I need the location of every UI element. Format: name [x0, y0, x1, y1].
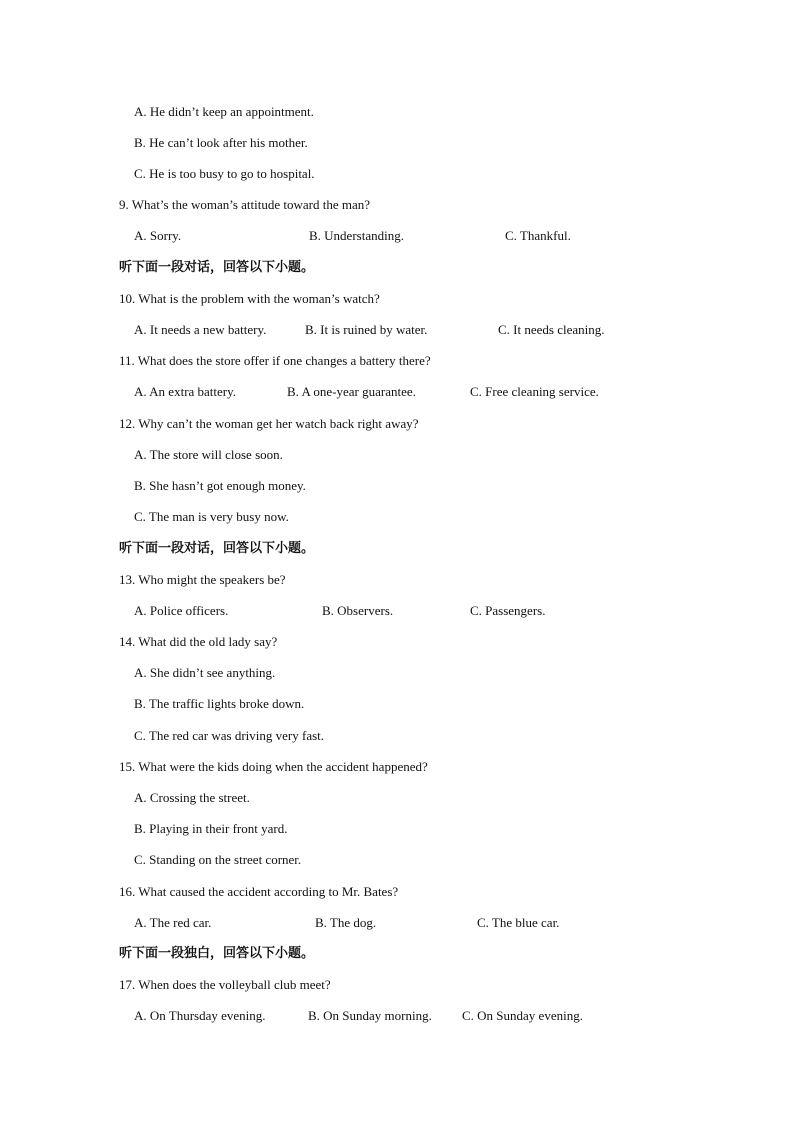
q14-question: 14. What did the old lady say? [119, 634, 278, 649]
q14-option-c: C. The red car was driving very fast. [134, 728, 325, 743]
q13-option-c: C. Passengers. [470, 603, 546, 618]
q12-option-a: A. The store will close soon. [134, 447, 283, 462]
q11-question: 11. What does the store offer if one changes a battery there? [119, 353, 431, 368]
section-heading-1: 听下面一段对话，回答以下小题。 [119, 260, 315, 275]
q16-question: 16. What caused the accident according to Mr. Bates? [119, 884, 399, 899]
q11-option-a: A. An extra battery. [134, 384, 237, 399]
q12-option-b: B. She hasn’t got enough money. [134, 478, 306, 493]
q15-question: 15. What were the kids doing when the accident happened? [119, 759, 428, 774]
q10-question: 10. What is the problem with the woman’s watch? [119, 291, 380, 306]
q15-option-a: A. Crossing the street. [134, 790, 250, 805]
q16-option-c: C. The blue car. [477, 915, 560, 930]
q11-option-c: C. Free cleaning service. [470, 384, 599, 399]
q15-option-b: B. Playing in their front yard. [134, 821, 288, 836]
q13-question: 13. Who might the speakers be? [119, 572, 286, 587]
q12-question: 12. Why can’t the woman get her watch back right away? [119, 416, 419, 431]
q16-option-a: A. The red car. [134, 915, 212, 930]
q14-option-b: B. The traffic lights broke down. [134, 696, 305, 711]
section-heading-2: 听下面一段对话，回答以下小题。 [119, 541, 315, 556]
section-heading-3: 听下面一段独白，回答以下小题。 [119, 946, 315, 961]
q9-question: 9. What’s the woman’s attitude toward the man? [119, 197, 371, 212]
q9-option-c: C. Thankful. [505, 228, 571, 243]
q12-option-c: C. The man is very busy now. [134, 509, 289, 524]
q9-option-b: B. Understanding. [309, 228, 404, 243]
q10-option-c: C. It needs cleaning. [498, 322, 605, 337]
q14-option-a: A. She didn’t see anything. [134, 665, 276, 680]
q8-option-b: B. He can’t look after his mother. [134, 135, 308, 150]
q13-option-b: B. Observers. [322, 603, 394, 618]
q10-option-b: B. It is ruined by water. [305, 322, 428, 337]
q17-question: 17. When does the volleyball club meet? [119, 977, 331, 992]
q17-option-b: B. On Sunday morning. [308, 1008, 432, 1023]
q13-option-a: A. Police officers. [134, 603, 229, 618]
q8-option-c: C. He is too busy to go to hospital. [134, 166, 315, 181]
q17-option-c: C. On Sunday evening. [462, 1008, 583, 1023]
q15-option-c: C. Standing on the street corner. [134, 852, 302, 867]
q8-option-a: A. He didn’t keep an appointment. [134, 104, 314, 119]
q10-option-a: A. It needs a new battery. [134, 322, 267, 337]
q16-option-b: B. The dog. [315, 915, 377, 930]
q17-option-a: A. On Thursday evening. [134, 1008, 266, 1023]
q9-option-a: A. Sorry. [134, 228, 182, 243]
q11-option-b: B. A one-year guarantee. [287, 384, 416, 399]
